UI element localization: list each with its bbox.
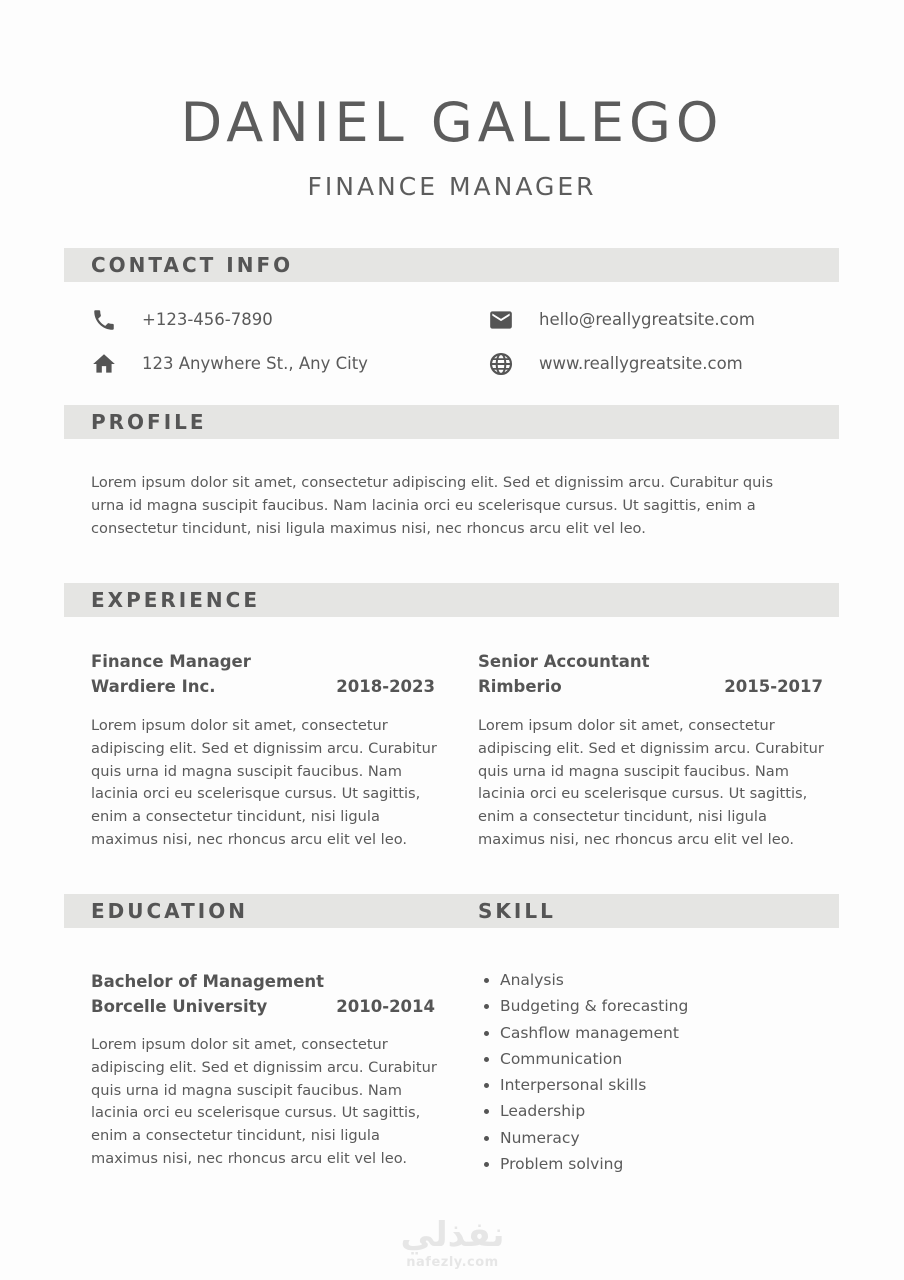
profile-section-header (64, 405, 839, 439)
candidate-name: DANIEL GALLEGO (180, 91, 724, 154)
education-skill-section-header (64, 894, 839, 928)
contact-section-header (64, 248, 839, 282)
home-icon (90, 351, 118, 377)
job-description: Lorem ipsum dolor sit amet, consectetur adipiscing elit. Sed et dignissim arcu. Curabitur quis urna id magna suscipit faucibus. Nam lacinia orci eu scelerisque cursus. Ut sagittis, enim a consectetur tincidunt, nisi ligula maximus nisi, nec rhoncus arcu elit vel leo. (478, 717, 824, 848)
bullet-icon (484, 1083, 489, 1088)
experience-section-header (64, 583, 839, 617)
contact-section-title: CONTACT INFO (91, 253, 294, 277)
bullet-icon (484, 1109, 489, 1114)
job-years: 2018-2023 (336, 677, 435, 696)
experience-section-title: EXPERIENCE (91, 588, 260, 612)
skill-label: Problem solving (500, 1155, 624, 1174)
job-title: Senior Accountant (478, 652, 650, 671)
bullet-icon (484, 1004, 489, 1009)
skill-item (478, 993, 688, 1019)
watermark-logo (380, 1215, 525, 1277)
job-company: Rimberio (478, 677, 562, 696)
profile-section-title: PROFILE (91, 410, 207, 434)
skill-item (478, 1098, 688, 1124)
skill-label: Budgeting & forecasting (500, 997, 689, 1016)
skill-item (478, 1072, 688, 1098)
address-text: 123 Anywhere St., Any City (142, 354, 368, 373)
skill-item (478, 1125, 688, 1151)
globe-icon (487, 351, 515, 377)
profile-text: Lorem ipsum dolor sit amet, consectetur adipiscing elit. Sed et dignissim arcu. Curabitur quis urna id magna suscipit faucibus. Nam lacinia orci eu scelerisque cursus. Ut sagittis, enim a consectetur tincidunt, nisi ligula maximus nisi, nec rhoncus arcu elit vel leo. (91, 474, 774, 537)
skill-item (478, 1151, 688, 1177)
job-description: Lorem ipsum dolor sit amet, consectetur adipiscing elit. Sed et dignissim arcu. Curabitur quis urna id magna suscipit faucibus. Nam lacinia orci eu scelerisque cursus. Ut sagittis, enim a consectetur tincidunt, nisi ligula maximus nisi, nec rhoncus arcu elit vel leo. (91, 717, 437, 848)
skill-section-title: SKILL (478, 899, 556, 923)
candidate-role: FINANCE MANAGER (307, 172, 597, 201)
skill-item (478, 967, 688, 993)
skills-list (478, 967, 688, 1177)
email-text: hello@reallygreatsite.com (539, 310, 755, 329)
job-years: 2015-2017 (724, 677, 823, 696)
mail-icon (487, 307, 515, 333)
bullet-icon (484, 1031, 489, 1036)
watermark-latin: nafezly.com (406, 1255, 499, 1270)
education-degree: Bachelor of Management (91, 972, 325, 991)
phone-text: +123-456-7890 (142, 310, 273, 329)
skill-label: Communication (500, 1049, 623, 1068)
bullet-icon (484, 1162, 489, 1167)
education-description: Lorem ipsum dolor sit amet, consectetur adipiscing elit. Sed et dignissim arcu. Curabitur quis urna id magna suscipit faucibus. Nam lacinia orci eu scelerisque cursus. Ut sagittis, enim a consectetur tincidunt, nisi ligula maximus nisi, nec rhoncus arcu elit vel leo. (91, 1036, 437, 1167)
job-title: Finance Manager (91, 652, 251, 671)
job-company: Wardiere Inc. (91, 677, 216, 696)
skill-label: Analysis (500, 971, 564, 989)
skill-item (478, 1046, 688, 1072)
phone-icon (90, 307, 118, 333)
skill-item (478, 1020, 688, 1046)
skill-label: Leadership (500, 1102, 586, 1121)
bullet-icon (484, 978, 489, 983)
education-section-title: EDUCATION (91, 899, 248, 923)
watermark-arabic: نفذلي (400, 1215, 505, 1255)
education-school: Borcelle University (91, 997, 268, 1016)
education-years: 2010-2014 (336, 997, 435, 1016)
skill-label: Interpersonal skills (500, 1076, 647, 1095)
skill-label: Numeracy (500, 1128, 580, 1147)
bullet-icon (484, 1057, 489, 1062)
bullet-icon (484, 1136, 489, 1141)
skill-label: Cashflow management (500, 1023, 679, 1042)
website-text: www.reallygreatsite.com (539, 354, 743, 373)
